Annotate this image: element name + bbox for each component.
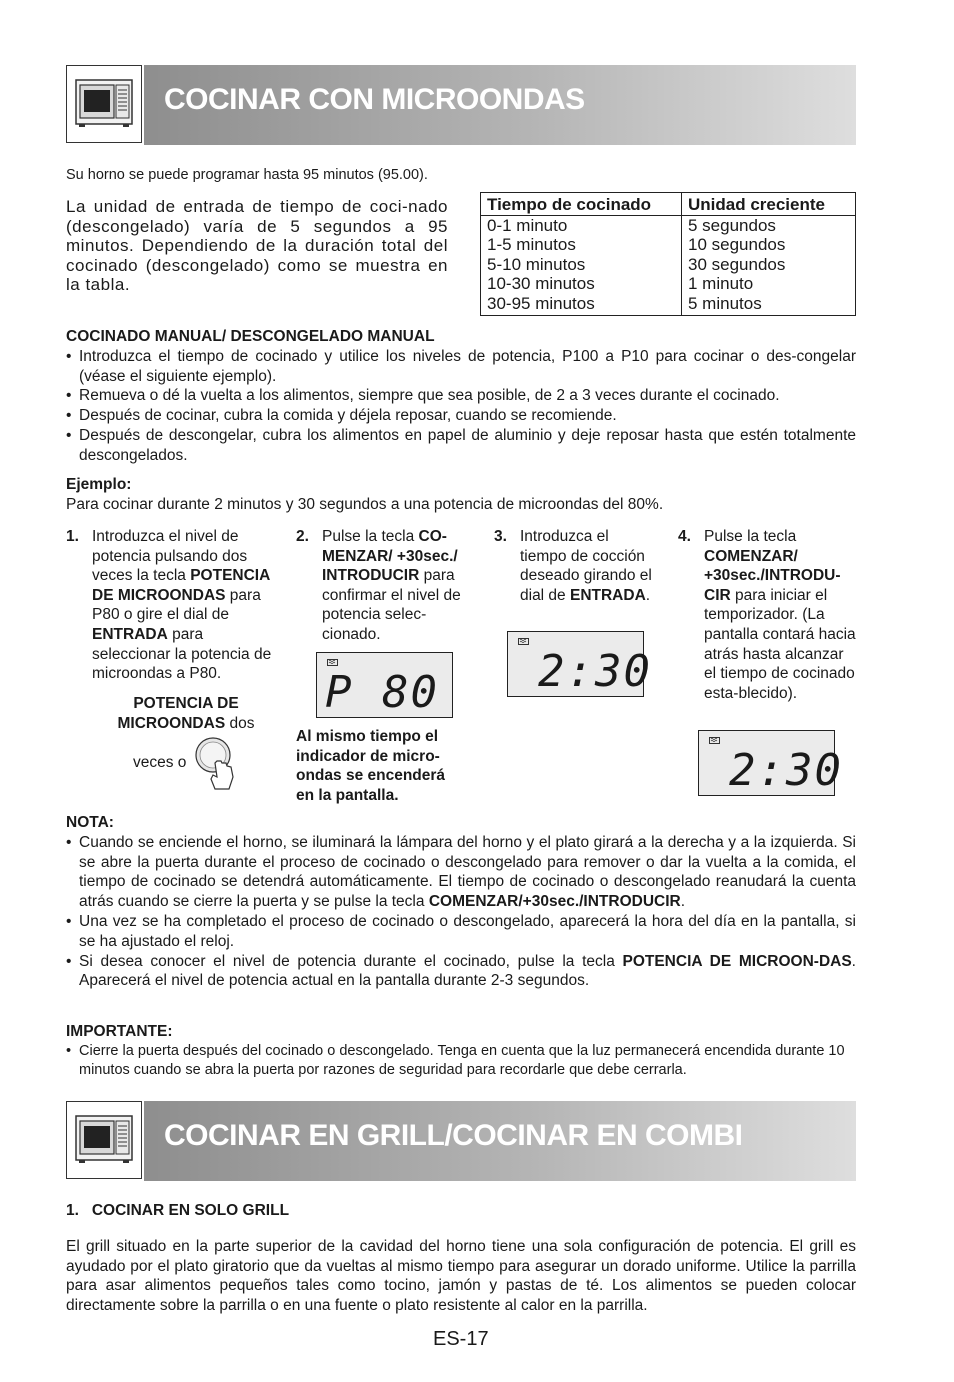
display-digits: 2:30 (538, 646, 652, 697)
step-key: ENTRADA (92, 625, 168, 643)
list-item: • Remueva o dé la vuelta a los alimentos, siempre que sea posible, de 2 a 3 veces durante el cocinado. (66, 386, 856, 406)
nota-text: . Aparecerá el nivel de potencia actual en la pantalla durante 2-3 segundos. (79, 952, 856, 990)
step1-key-label (96, 694, 276, 733)
example-heading: Ejemplo: (66, 476, 132, 493)
section-banner-microondas (66, 65, 856, 145)
section-title: COCINAR CON MICROONDAS (164, 83, 585, 116)
nota-heading: NOTA: (66, 814, 114, 831)
nota-text: . (680, 893, 686, 911)
intro-text: Su horno se puede programar hasta 95 minutos (95.00). (66, 167, 428, 183)
table-cell-value: 30-95 minutos (487, 293, 595, 313)
table-header: Unidad creciente (682, 193, 856, 216)
step-number: 1. (66, 528, 79, 545)
step-4 (678, 527, 858, 703)
step-text: para iniciar el temporizador. (La pantalla contará hacia atrás hasta alcanzar el tiempo de cocinado esta-blecido). (704, 586, 856, 702)
table-cell-value: 10 segundos (688, 235, 786, 254)
key-label-suffix: dos (225, 714, 255, 732)
grill-heading: 1. COCINAR EN SOLO GRILL (66, 1202, 290, 1219)
step-text: para seleccionar la potencia de microondas a P80. (92, 625, 272, 683)
key-label: POTENCIA DE MICROONDAS (117, 695, 239, 732)
step-number: 2. (296, 528, 309, 545)
table-cell-value: 1 minuto (688, 274, 754, 293)
list-item: • Cierre la puerta después del cocinado o descongelado. Tenga en cuenta que la luz permanecerá encendida durante 10 minutos cuando se abra la puerta por razones de seguridad para recordarle que debe cerrarla. (66, 1042, 856, 1081)
step-key: POTENCIA DE MICROONDAS (92, 567, 270, 604)
table-body-row (481, 215, 856, 316)
list-item (66, 912, 856, 952)
microwave-oven-icon (66, 65, 142, 143)
step-3 (494, 527, 659, 605)
manual-heading: COCINADO MANUAL/ DESCONGELADO MANUAL (66, 328, 435, 345)
lcd-display-time (507, 631, 652, 697)
table-cell (481, 215, 682, 316)
microwave-indicator-icon (709, 737, 720, 744)
nota-text: Una vez se ha completado el proceso de cocinado o descongelado, aparecerá la hora del día en la pantalla, si se ha ajustado el reloj. (79, 912, 856, 950)
table-cell-value: 5 minutos (688, 293, 762, 313)
step-key: COMENZAR/ +30sec./INTRODU-CIR (704, 547, 841, 604)
dial-hand-icon (193, 733, 239, 793)
step-1 (66, 527, 281, 684)
list-item: • Después de cocinar, cubra la comida y déjela reposar, cuando se recomiende. (66, 406, 856, 426)
step-text: Pulse la tecla (704, 528, 797, 545)
list-item: • Después de descongelar, cubra los alimentos en papel de aluminio y deje reposar hasta que estén totalmente descongelados. (66, 426, 856, 466)
table-cell-value: 10-30 minutos (487, 274, 595, 293)
example-section (66, 475, 856, 515)
lcd-display-p80 (316, 652, 453, 718)
step-key: ENTRADA (569, 586, 646, 604)
step-key: CO-MENZAR/ +30sec./ INTRODUCIR (322, 528, 458, 585)
banner-bar (144, 1101, 856, 1181)
list-item (66, 833, 856, 912)
step-number: 4. (678, 528, 691, 545)
veces-label: veces o (133, 754, 187, 771)
example-text: Para cocinar durante 2 minutos y 30 segundos a una potencia de microondas del 80%. (66, 495, 664, 513)
section-title: COCINAR EN GRILL/COCINAR EN COMBI (164, 1119, 743, 1152)
grill-text: El grill situado en la parte superior de la cavidad del horno tiene una sola configuración de potencia. El grill es ayudado por el plato giratorio que da vueltas al mismo tiempo para asegurar un dorado uniforme. Utilice la parrilla para asar alimentos pequeños tales como tocino, jamón y pastas de té. Los alimentos se pueden colocar directamente sobre la parrilla o en una fuente o plato resistente al calor en la parrilla. (66, 1237, 856, 1315)
step-text: para P80 o gire el dial de (92, 586, 261, 624)
display-digits: P 80 (325, 667, 439, 718)
cooking-time-table (480, 192, 856, 316)
step-text: Introduzca el nivel de potencia pulsando dos veces la tecla (92, 528, 248, 585)
importante-heading: IMPORTANTE: (66, 1023, 173, 1040)
nota-section (66, 813, 856, 991)
page-number: ES-17 (433, 1328, 489, 1350)
list-item: • Introduzca el tiempo de cocinado y utilice los niveles de potencia, P100 a P10 para cocinar o des-congelar (véase el siguiente ejemplo). (66, 347, 856, 387)
step2-note: Al mismo tiempo el indicador de micro-ondas se encenderá en la pantalla. (296, 728, 446, 804)
unit-text: La unidad de entrada de tiempo de coci-nado (descongelado) varía de 5 segundos a 95 minutos. Dependiendo de la duración total del cocinado (descongelado) como se muestra en la tabla. (66, 197, 448, 295)
display-digits: 2:30 (729, 745, 843, 796)
grill-section (66, 1201, 856, 1316)
section-banner-grill (66, 1101, 856, 1181)
lcd-display-countdown (698, 730, 843, 796)
step-text: Pulse la tecla (322, 528, 419, 545)
manual-section (66, 327, 856, 466)
table-cell-value: 5 segundos (688, 215, 776, 235)
step-2 (296, 527, 476, 645)
step-text: para confirmar el nivel de potencia selec-cionado. (322, 567, 461, 643)
step-number: 3. (494, 528, 507, 545)
table-header: Tiempo de cocinado (481, 193, 682, 216)
table-cell-value: 30 segundos (688, 254, 786, 274)
table-cell (682, 215, 856, 316)
microwave-oven-icon (66, 1101, 142, 1179)
table-cell-value: 5-10 minutos (487, 254, 586, 274)
nota-key: COMENZAR/+30sec./INTRODUCIR (428, 893, 681, 911)
nota-text: Si desea conocer el nivel de potencia durante el cocinado, pulse la tecla (79, 952, 623, 970)
step-text: . (645, 586, 651, 604)
nota-key: POTENCIA DE MICROON-DAS (622, 952, 852, 970)
importante-section (66, 1022, 856, 1081)
banner-bar (144, 65, 856, 145)
table-cell-value: 0-1 minuto (487, 215, 568, 235)
microwave-indicator-icon (327, 659, 338, 666)
nota-text: Cuando se enciende el horno, se iluminará la lámpara del horno y el plato girará a la derecha y a la izquierda. Si se abre la puerta durante el proceso de cocinado o descongelado para remover o dar la vuelta a la comida, el tiempo de cocinado se detendrá automáticamente. El tiempo de cocinado o descongelado reanudará la cuenta atrás cuando se cierre la puerta y se pulse la tecla (79, 833, 856, 911)
table-header-row (481, 193, 856, 216)
microwave-indicator-icon (518, 638, 529, 645)
table-cell-value: 1-5 minutos (487, 235, 576, 254)
step-text: Introduzca el tiempo de cocción deseado girando el dial de (520, 528, 652, 604)
list-item (66, 952, 856, 992)
